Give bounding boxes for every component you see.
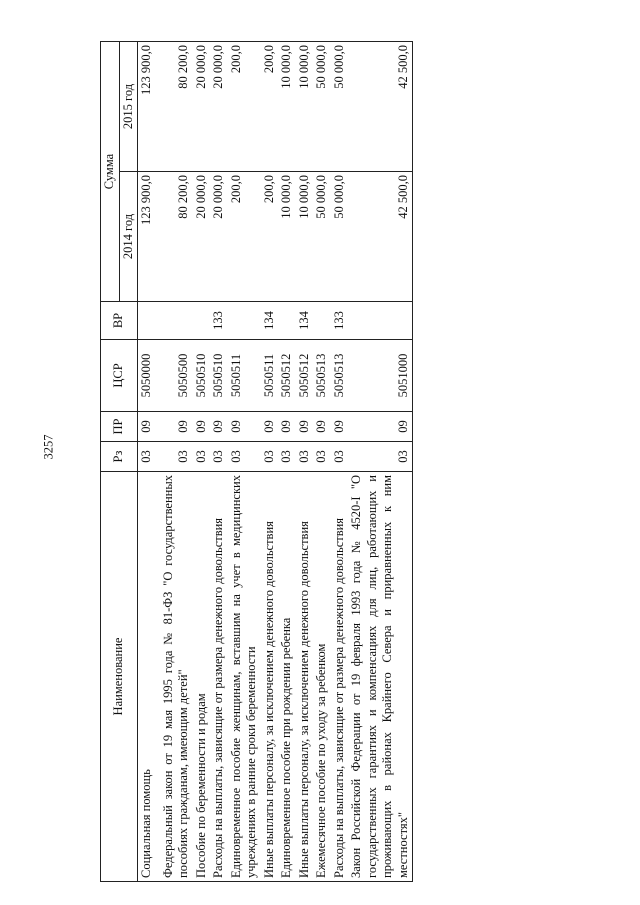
row-name: Пособие по беременности и родам (193, 472, 211, 882)
row-csr: 5050511 (261, 340, 279, 412)
row-csr: 5050510 (210, 340, 228, 412)
header-vr: ВР (101, 302, 138, 340)
row-2014: 10 000,0 (278, 172, 296, 302)
table-row (228, 42, 261, 882)
row-pr: 09 (160, 412, 193, 442)
row-csr: 5050512 (296, 340, 314, 412)
row-vr: 134 (296, 302, 314, 340)
row-rz: 03 (278, 442, 296, 472)
row-pr: 09 (296, 412, 314, 442)
row-2014: 50 000,0 (313, 172, 331, 302)
row-name: Федеральный закон от 19 мая 1995 года № 81-ФЗ "О государственных пособиях гражданам, имеющим детей" (160, 472, 193, 882)
row-2014: 42 500,0 (348, 172, 413, 302)
budget-table (100, 41, 413, 882)
row-rz: 03 (160, 442, 193, 472)
table-row (331, 42, 349, 882)
row-pr: 09 (313, 412, 331, 442)
table-row (296, 42, 314, 882)
row-rz: 03 (210, 442, 228, 472)
header-csr: ЦСР (101, 340, 138, 412)
row-csr: 5050512 (278, 340, 296, 412)
row-name: Иные выплаты персоналу, за исключением денежного довольствия (261, 472, 279, 882)
row-vr: 133 (210, 302, 228, 340)
row-vr (160, 302, 193, 340)
row-2015: 20 000,0 (193, 42, 211, 172)
row-2015: 200,0 (228, 42, 261, 172)
row-name: Единовременное пособие при рождении ребенка (278, 472, 296, 882)
row-name: Закон Российской Федерации от 19 февраля 1993 года № 4520-I "О государственных гарантиях и компенсациях для лиц, работающих и проживающих в районах Крайнего Севера и приравненных к ним местностях" (348, 472, 413, 882)
row-2014: 10 000,0 (296, 172, 314, 302)
row-name: Ежемесячное пособие по уходу за ребенком (313, 472, 331, 882)
row-vr: 134 (261, 302, 279, 340)
row-csr: 5051000 (348, 340, 413, 412)
row-csr: 5050513 (331, 340, 349, 412)
row-2014: 20 000,0 (193, 172, 211, 302)
page-number: 3257 (41, 434, 56, 460)
header-2014: 2014 год (119, 172, 138, 302)
table-row (138, 42, 160, 882)
row-rz: 03 (138, 442, 160, 472)
header-2015: 2015 год (119, 42, 138, 172)
row-pr: 09 (261, 412, 279, 442)
row-2015: 10 000,0 (278, 42, 296, 172)
row-2014: 200,0 (261, 172, 279, 302)
row-csr: 5050513 (313, 340, 331, 412)
table-row (278, 42, 296, 882)
row-csr: 5050500 (160, 340, 193, 412)
row-rz: 03 (296, 442, 314, 472)
table-row (210, 42, 228, 882)
row-rz: 03 (228, 442, 261, 472)
budget-table-sheet (100, 42, 595, 882)
table-row (348, 42, 413, 882)
row-pr: 09 (193, 412, 211, 442)
row-vr (228, 302, 261, 340)
row-2014: 123 900,0 (138, 172, 160, 302)
header-sum: Сумма (101, 42, 120, 302)
row-2015: 80 200,0 (160, 42, 193, 172)
row-2015: 200,0 (261, 42, 279, 172)
header-name: Наименование (101, 472, 138, 882)
row-csr: 5050510 (193, 340, 211, 412)
row-rz: 03 (348, 442, 413, 472)
row-2015: 50 000,0 (313, 42, 331, 172)
table-row (193, 42, 211, 882)
row-vr (348, 302, 413, 340)
row-csr: 5050000 (138, 340, 160, 412)
row-rz: 03 (313, 442, 331, 472)
row-2014: 20 000,0 (210, 172, 228, 302)
row-2015: 123 900,0 (138, 42, 160, 172)
header-rz: Рз (101, 442, 138, 472)
row-name: Расходы на выплаты, зависящие от размера денежного довольствия (331, 472, 349, 882)
table-row (160, 42, 193, 882)
row-2014: 50 000,0 (331, 172, 349, 302)
row-vr (278, 302, 296, 340)
row-rz: 03 (261, 442, 279, 472)
row-2015: 10 000,0 (296, 42, 314, 172)
row-pr: 09 (228, 412, 261, 442)
row-2015: 42 500,0 (348, 42, 413, 172)
header-row-1 (101, 42, 120, 882)
row-pr: 09 (331, 412, 349, 442)
row-pr: 09 (138, 412, 160, 442)
row-rz: 03 (193, 442, 211, 472)
row-name: Расходы на выплаты, зависящие от размера денежного довольствия (210, 472, 228, 882)
table-row (313, 42, 331, 882)
row-vr (138, 302, 160, 340)
row-pr: 09 (278, 412, 296, 442)
row-vr: 133 (331, 302, 349, 340)
row-name: Единовременное пособие женщинам, вставшим на учет в медицинских учреждениях в ранние сроки беременности (228, 472, 261, 882)
table-row (261, 42, 279, 882)
row-name: Социальная помощь (138, 472, 160, 882)
row-2014: 80 200,0 (160, 172, 193, 302)
row-2014: 200,0 (228, 172, 261, 302)
row-2015: 50 000,0 (331, 42, 349, 172)
header-pr: ПР (101, 412, 138, 442)
row-pr: 09 (348, 412, 413, 442)
row-name: Иные выплаты персоналу, за исключением денежного довольствия (296, 472, 314, 882)
row-pr: 09 (210, 412, 228, 442)
row-vr (193, 302, 211, 340)
row-rz: 03 (331, 442, 349, 472)
row-csr: 5050511 (228, 340, 261, 412)
row-2015: 20 000,0 (210, 42, 228, 172)
row-vr (313, 302, 331, 340)
